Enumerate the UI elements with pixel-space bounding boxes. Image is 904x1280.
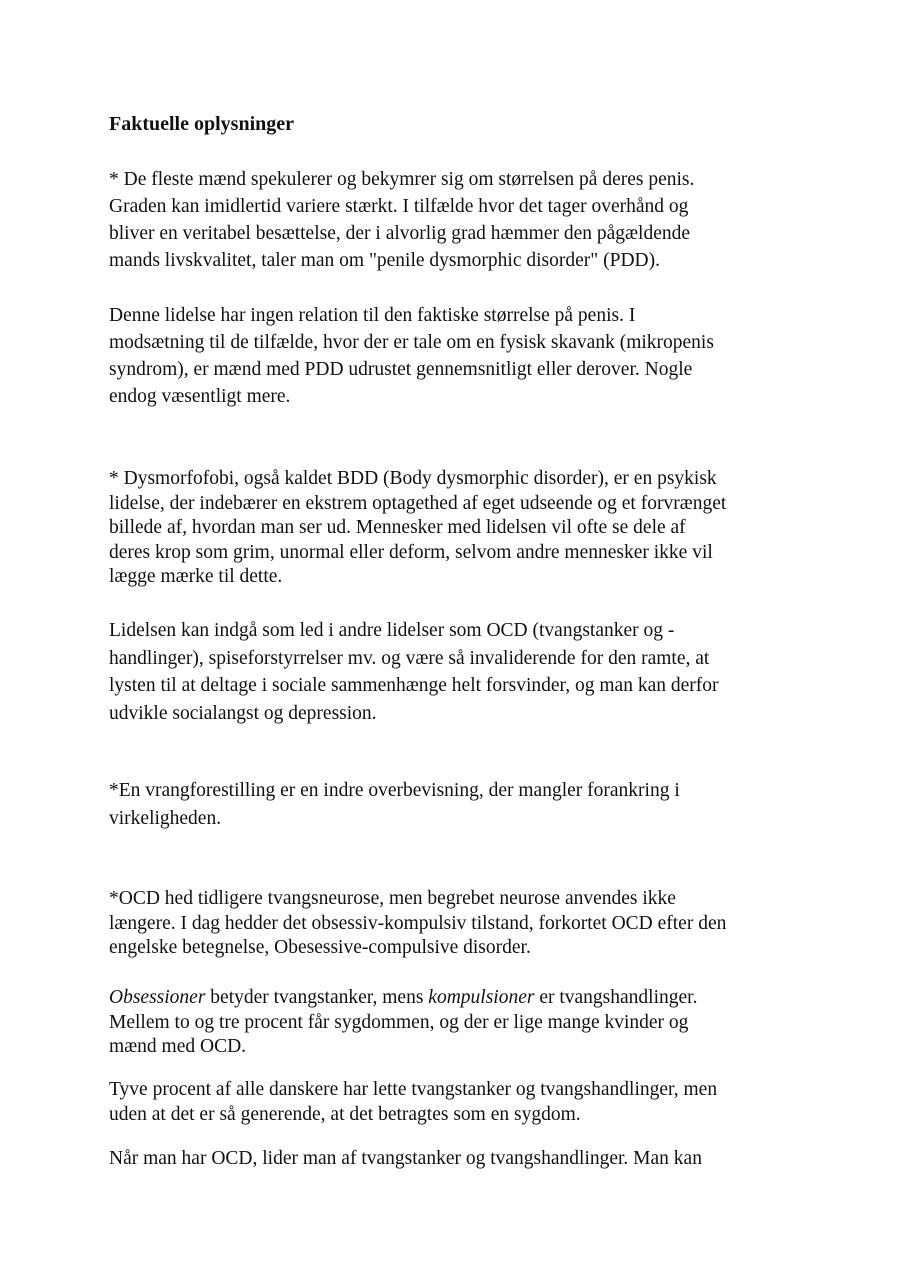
text-line: Denne lidelse har ingen relation til den faktiske størrelse på penis. I xyxy=(109,305,636,326)
text-line: lægge mærke til dette. xyxy=(109,566,283,587)
text-fragment: er tvangshandlinger. xyxy=(534,987,698,1008)
text-line: lysten til at deltage i sociale sammenhænge helt forsvinder, og man kan derfor xyxy=(109,675,719,696)
text-line: Mellem to og tre procent får sygdommen, og der er lige mange kvinder og xyxy=(109,1011,689,1033)
paragraph-pdd-intro xyxy=(109,166,694,274)
text-line xyxy=(109,986,697,1011)
paragraph-ocd-terms xyxy=(109,986,697,1060)
text-line: Tyve procent af alle danskere har lette tvangstanker og tvangshandlinger, men xyxy=(109,1079,718,1100)
text-line: Lidelsen kan indgå som led i andre lidelser som OCD (tvangstanker og - xyxy=(109,620,675,641)
text-line: * Dysmorfofobi, også kaldet BDD (Body dysmorphic disorder), er en psykisk xyxy=(109,468,717,489)
paragraph-bdd xyxy=(109,467,726,590)
text-fragment: betyder tvangstanker, mens xyxy=(205,987,429,1008)
text-line: mænd med OCD. xyxy=(109,1036,247,1057)
paragraph-ocd-symptoms xyxy=(109,1147,702,1172)
text-line: handlinger), spiseforstyrrelser mv. og være så invaliderende for den ramte, at xyxy=(109,647,710,669)
term-obsessioner: Obsessioner xyxy=(109,987,206,1008)
text-line: Graden kan imidlertid variere stærkt. I tilfælde hvor det tager overhånd og xyxy=(109,196,689,217)
text-line: *OCD hed tidligere tvangsneurose, men begrebet neurose anvendes ikke xyxy=(109,888,676,909)
text-line: virkeligheden. xyxy=(109,807,222,829)
text-line: uden at det er så generende, at det betragtes som en sygdom. xyxy=(109,1103,581,1125)
text-line: *En vrangforestilling er en indre overbevisning, der mangler forankring i xyxy=(109,780,680,801)
text-line: syndrom), er mænd med PDD udrustet gennemsnitligt eller derover. Nogle xyxy=(109,359,693,380)
text-line: deres krop som grim, unormal eller deform, selvom andre mennesker ikke vil xyxy=(109,541,713,563)
text-line: engelske betegnelse, Obesessive-compulsive disorder. xyxy=(109,937,531,958)
text-line: mands livskvalitet, taler man om "penile dysmorphic disorder" (PDD). xyxy=(109,250,660,271)
term-kompulsioner: kompulsioner xyxy=(428,987,535,1008)
text-line: længere. I dag hedder det obsessiv-kompulsiv tilstand, forkortet OCD efter den xyxy=(109,912,727,934)
text-line: udvikle socialangst og depression. xyxy=(109,702,377,724)
document-heading: Faktuelle oplysninger xyxy=(109,113,295,135)
text-line: billede af, hvordan man ser ud. Mennesker med lidelsen vil ofte se dele af xyxy=(109,517,686,538)
paragraph-pdd-size xyxy=(109,302,714,410)
text-line: Når man har OCD, lider man af tvangstanker og tvangshandlinger. Man kan xyxy=(109,1148,702,1169)
paragraph-delusion xyxy=(109,777,680,832)
text-line: bliver en veritabel besættelse, der i alvorlig grad hæmmer den pågældende xyxy=(109,223,691,244)
paragraph-ocd-prevalence xyxy=(109,1078,717,1127)
paragraph-ocd-definition xyxy=(109,887,726,961)
text-line: * De fleste mænd spekulerer og bekymrer sig om størrelsen på deres penis. xyxy=(109,169,695,190)
paragraph-bdd-consequences xyxy=(109,617,719,727)
text-line: modsætning til de tilfælde, hvor der er tale om en fysisk skavank (mikropenis xyxy=(109,332,714,353)
text-line: endog væsentligt mere. xyxy=(109,386,291,407)
text-line: lidelse, der indebærer en ekstrem optagethed af eget udseende og et forvrænget xyxy=(109,492,727,514)
